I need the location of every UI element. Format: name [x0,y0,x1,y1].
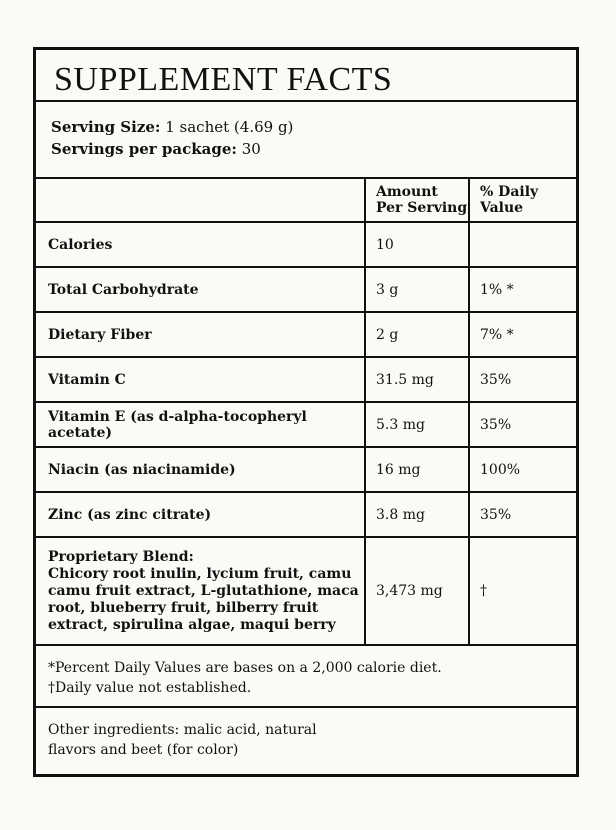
serving-info [36,102,576,179]
nutrient-daily-value: 35% [469,402,576,447]
proprietary-blend-row [36,537,576,645]
nutrient-amount: 3 g [365,267,469,312]
supplement-facts-panel [33,47,579,777]
header-blank-cell [36,179,365,222]
nutrient-amount: 10 [365,222,469,267]
nutrient-amount: 3.8 mg [365,492,469,537]
nutrient-name: Dietary Fiber [36,312,365,357]
footnotes [36,646,576,708]
nutrient-name: Vitamin E (as d-alpha-tocopheryl acetate) [36,402,365,447]
table-header-row [36,179,576,222]
nutrient-name: Zinc (as zinc citrate) [36,492,365,537]
blend-description [36,537,365,645]
nutrient-amount: 16 mg [365,447,469,492]
nutrient-daily-value: 1% * [469,267,576,312]
servings-per-package-label: Servings per package: [51,140,237,158]
blend-ingredients: Chicory root inulin, lycium fruit, camu camu fruit extract, L-glutathione, maca root, blueberry fruit, bilberry fruit extract, spirulina algae, maqui berry [48,565,359,633]
header-daily-value: % Daily Value [469,179,576,222]
table-row [36,312,576,357]
nutrient-name: Vitamin C [36,357,365,402]
nutrient-amount: 31.5 mg [365,357,469,402]
nutrient-daily-value: 7% * [469,312,576,357]
blend-amount: 3,473 mg [365,537,469,645]
blend-daily-value: † [469,537,576,645]
nutrient-amount: 2 g [365,312,469,357]
other-ingredients: Other ingredients: malic acid, natural flavors and beet (for color) [48,722,317,758]
blend-title: Proprietary Blend: [48,548,194,565]
serving-size-value: 1 sachet (4.69 g) [165,118,294,136]
nutrient-amount: 5.3 mg [365,402,469,447]
nutrient-name: Total Carbohydrate [36,267,365,312]
header-amount: Amount Per Serving [365,179,469,222]
table-row [36,492,576,537]
nutrient-name: Niacin (as niacinamide) [36,447,365,492]
nutrient-name: Calories [36,222,365,267]
table-row [36,267,576,312]
servings-per-package-line [51,138,576,160]
percent-daily-footnote: *Percent Daily Values are bases on a 2,000 calorie diet. [48,660,442,676]
servings-per-package-value: 30 [241,140,261,158]
table-row [36,447,576,492]
nutrient-daily-value [469,222,576,267]
table-row [36,222,576,267]
panel-title: SUPPLEMENT FACTS [36,50,576,102]
table-row [36,402,576,447]
nutrient-daily-value: 35% [469,492,576,537]
table-row [36,357,576,402]
serving-size-line [51,116,576,138]
nutrient-table [36,179,576,646]
serving-size-label: Serving Size: [51,118,161,136]
dagger-footnote: †Daily value not established. [48,680,252,696]
nutrient-daily-value: 100% [469,447,576,492]
nutrient-daily-value: 35% [469,357,576,402]
